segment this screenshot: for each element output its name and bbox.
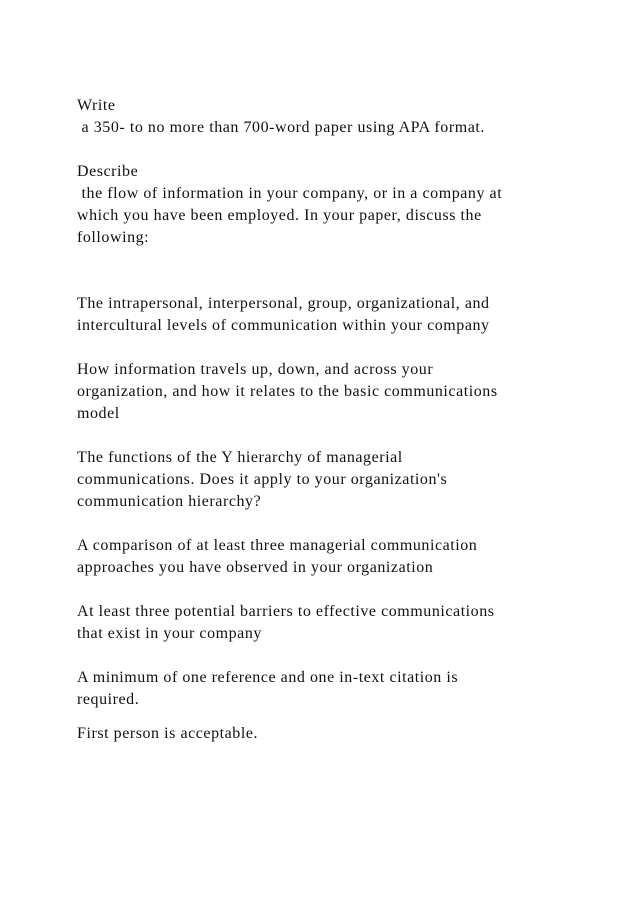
spacer xyxy=(77,579,597,601)
list-item xyxy=(77,293,597,337)
list-item xyxy=(77,601,597,645)
list-item xyxy=(77,535,597,579)
list-item-line: communication hierarchy? xyxy=(77,493,262,510)
write-instruction: a 350- to no more than 700-word paper using APA format. xyxy=(77,119,485,136)
spacer xyxy=(77,425,597,447)
write-heading: Write xyxy=(77,97,116,114)
reference-line: required. xyxy=(77,691,140,708)
spacer xyxy=(77,513,597,535)
list-item-line: communications. Does it apply to your organization's xyxy=(77,471,448,488)
describe-line: following: xyxy=(77,229,150,246)
spacer xyxy=(77,249,597,271)
describe-heading: Describe xyxy=(77,163,139,180)
spacer xyxy=(77,337,597,359)
list-item-line: model xyxy=(77,405,120,422)
list-item-line: At least three potential barriers to effective communications xyxy=(77,603,495,620)
describe-line: the flow of information in your company, or in a company at xyxy=(77,185,503,202)
first-person-note: First person is acceptable. xyxy=(77,725,259,742)
list-item-line: How information travels up, down, and across your xyxy=(77,361,434,378)
list-item-line: organization, and how it relates to the basic communications xyxy=(77,383,498,400)
spacer xyxy=(77,711,597,723)
spacer xyxy=(77,139,597,161)
list-item xyxy=(77,359,597,425)
list-item-line: that exist in your company xyxy=(77,625,262,642)
list-item xyxy=(77,447,597,513)
list-item-line: approaches you have observed in your organization xyxy=(77,559,434,576)
document-body xyxy=(77,95,597,745)
list-item-line: A comparison of at least three managerial communication xyxy=(77,537,478,554)
reference-line: A minimum of one reference and one in-text citation is xyxy=(77,669,459,686)
describe-line: which you have been employed. In your paper, discuss the xyxy=(77,207,482,224)
list-item-line: intercultural levels of communication within your company xyxy=(77,317,490,334)
spacer xyxy=(77,645,597,667)
list-item-line: The functions of the Y hierarchy of managerial xyxy=(77,449,403,466)
spacer xyxy=(77,271,597,293)
reference-requirement xyxy=(77,667,597,711)
list-item-line: The intrapersonal, interpersonal, group, organizational, and xyxy=(77,295,490,312)
